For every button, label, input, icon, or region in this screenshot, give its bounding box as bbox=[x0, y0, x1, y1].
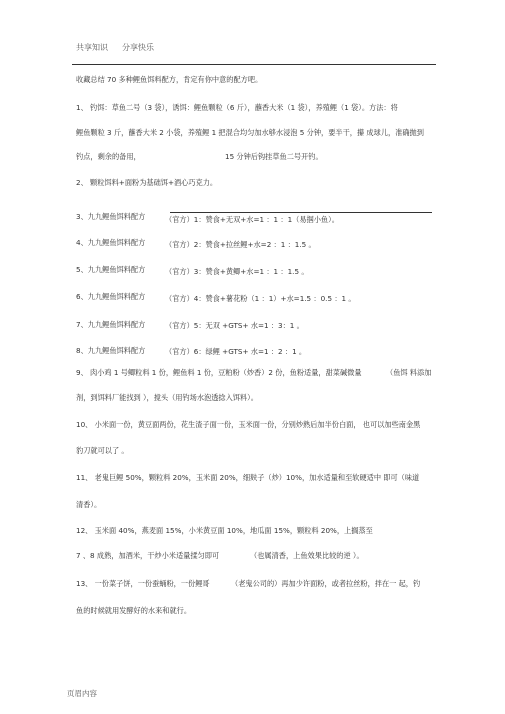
header-left: 共享知识 bbox=[76, 43, 108, 52]
item-13-line-1b: （老鬼公司的）再加少许面粉，或者拉丝粉，拌在一 起，钓 bbox=[231, 579, 421, 588]
item-1-line-2: 鲤鱼颗粒 3 斤，蘸香大米 2 小袋，养殖鲤 1 把混合均匀加水够水浸泡 5 分钟，要半干，攥 成球儿，准确抛到 bbox=[76, 128, 424, 137]
item-9-line-1b: （鱼饵 料添加 bbox=[386, 368, 432, 377]
item-10-line-2: 豹刀就可以了 。 bbox=[76, 446, 129, 455]
section-rule bbox=[170, 212, 432, 213]
item-12-line-2b: （也属清香，上鱼效果比较的逆 ）。 bbox=[250, 551, 364, 560]
item-5-recipe: （官方）3：赞食+黄鲫+水=1 ：1 ：1.5 。 bbox=[165, 267, 309, 276]
item-2-line: 2、 颗粒饵料+面粉为基础饵+酒心巧克力。 bbox=[76, 178, 218, 187]
item-6-label: 6、九九鲤鱼饵料配方 bbox=[76, 292, 146, 301]
item-11-line-2: 清香）。 bbox=[76, 500, 102, 509]
item-9-line-1a: 9、 肉小鸡 1 号鲫粒料 1 份，鲤鱼料 1 份，豆粕粉（炒香）2 份，鱼粉适量，甜菜碱微量 bbox=[76, 368, 362, 377]
page-footer: 页眉内容 bbox=[67, 689, 97, 698]
item-6-recipe: （官方）4：赞食+薯花粉（1 ：1）+水=1.5 ：0.5 ：1 。 bbox=[165, 294, 356, 303]
item-4-recipe: （官方）2：赞食+拉丝鲤+水=2 ：1 ：1.5 。 bbox=[165, 240, 316, 249]
item-7-recipe: （官方）5：无双 +GTS+ 水=1 ：3：1 。 bbox=[165, 321, 304, 330]
item-1-line-3a: 钓点，剩余的备用， bbox=[76, 152, 141, 161]
item-5-label: 5、九九鲤鱼饵料配方 bbox=[76, 265, 146, 274]
item-1-line-1: 1、 钓饵：草鱼二号（3 袋），诱饵：鲤鱼颗粒（6 斤），蘸香大米（1 袋），养殖鲤（1 袋）。方法：将 bbox=[76, 103, 398, 112]
item-13-line-2: 鱼的时候就用发酵好的水来和就行。 bbox=[76, 606, 192, 615]
item-8-recipe: （官方）6：绿鲤 +GTS+ 水=1 ：2 ：1 。 bbox=[165, 347, 307, 356]
header-rule bbox=[72, 64, 436, 65]
intro-line: 收藏总结 70 多种鲤鱼饵料配方，肯定有你中意的配方吧。 bbox=[76, 75, 263, 84]
item-9-line-2: 剂，到饵料厂能找到 ），搅头（用钓场水泡透捻入饵料）。 bbox=[76, 393, 258, 402]
item-1-line-3b: 15 分钟后钩挂草鱼二号开钓。 bbox=[225, 152, 323, 161]
item-8-label: 8、九九鲤鱼饵料配方 bbox=[76, 346, 146, 355]
item-12-line-2a: 7 、8 成熟，加酒米，干炒小米适量揉匀即可 bbox=[76, 551, 220, 560]
item-3-label: 3、九九鲤鱼饵料配方 bbox=[76, 212, 146, 221]
item-3-recipe: （官方）1：赞食+无双+水=1 ：1 ：1（易掴小鱼）。 bbox=[165, 215, 339, 224]
header-right: 分享快乐 bbox=[122, 43, 154, 52]
item-10-line-1: 10、 小米面一份，黄豆面两份，花生渣子面一份，玉米面一份，分别炒熟后加半份白面， 也可以加些南金黑 bbox=[76, 420, 421, 429]
item-12-line-1: 12、 玉米面 40%，燕麦面 15%，小米黄豆面 10%，地瓜面 15%，颗粒料 20%，上搁蒸至 bbox=[76, 526, 373, 535]
item-13-line-1a: 13、 一份菜子饼，一份蚕蛹粉，一份鲤哥 bbox=[76, 579, 210, 588]
item-4-label: 4、九九鲤鱼饵料配方 bbox=[76, 238, 146, 247]
item-11-line-1: 11、 老鬼巨鲤 50%，颗粒料 20%，玉米面 20%，细麸子（炒）10%，加水适量和至软硬适中 即可（味道 bbox=[76, 473, 420, 482]
item-7-label: 7、九九鲤鱼饵料配方 bbox=[76, 320, 146, 329]
